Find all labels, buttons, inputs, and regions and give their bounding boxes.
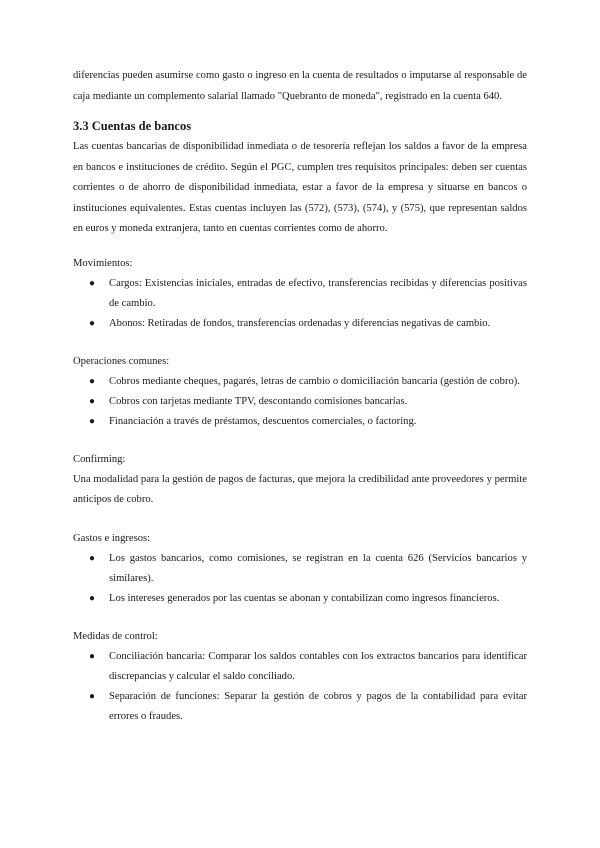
bullet-icon: ●	[89, 552, 96, 564]
gastos-label: Gastos e ingresos:	[73, 532, 151, 544]
movimientos-list	[73, 274, 527, 334]
confirming-label: Confirming:	[73, 453, 126, 465]
movimientos-label: Movimientos:	[73, 257, 133, 269]
bullet-icon: ●	[89, 317, 96, 329]
list-item-text: Conciliación bancaria: Comparar los saldos contables con los extractos bancarios para identificar discrepancias y calcular el saldo conciliado.	[109, 650, 527, 682]
list-item-text: Los intereses generados por las cuentas se abonan y contabilizan como ingresos financieros.	[109, 592, 500, 604]
list-item-text: Cobros con tarjetas mediante TPV, descontando comisiones bancarias.	[109, 395, 408, 407]
section-description: Las cuentas bancarias de disponibilidad inmediata o de tesorería reflejan los saldos a favor de la empresa en bancos e instituciones de crédito. Según el PGC, cumplen tres requisitos principales: deben ser cuentas corrientes o de ahorro de disponibilidad inmediata, estar a favor de la empresa y situarse en bancos o instituciones equivalentes. Estas cuentas incluyen las (572), (573), (574), y (575), que representan saldos en euros y moneda extranjera, tanto en cuentas corrientes como de ahorro.	[73, 141, 527, 234]
bullet-icon: ●	[89, 375, 96, 387]
intro-paragraph: diferencias pueden asumirse como gasto o ingreso en la cuenta de resultados o imputarse al responsable de caja mediante un complemento salarial llamado "Quebranto de moneda", registrado en la cuenta 640.	[73, 70, 527, 102]
list-item	[73, 274, 527, 314]
bullet-icon: ●	[89, 592, 96, 604]
section-heading: 3.3 Cuentas de bancos	[73, 119, 192, 133]
list-item	[73, 589, 527, 609]
list-item	[73, 314, 527, 334]
bullet-icon: ●	[89, 690, 96, 702]
list-item-text: Cargos: Existencias iniciales, entradas de efectivo, transferencias recibidas y diferencias positivas de cambio.	[109, 277, 527, 309]
list-item-text: Financiación a través de préstamos, descuentos comerciales, o factoring.	[109, 415, 417, 427]
bullet-icon: ●	[89, 395, 96, 407]
list-item	[73, 412, 527, 432]
list-item	[73, 647, 527, 687]
gastos-list	[73, 549, 527, 609]
list-item	[73, 687, 527, 727]
list-item-text: Los gastos bancarios, como comisiones, se registran en la cuenta 626 (Servicios bancarios y similares).	[109, 552, 527, 584]
list-item-text: Cobros mediante cheques, pagarés, letras de cambio o domiciliación bancaria (gestión de cobro).	[109, 375, 520, 387]
medidas-list	[73, 647, 527, 727]
operaciones-list	[73, 372, 527, 432]
bullet-icon: ●	[89, 415, 96, 427]
list-item	[73, 549, 527, 589]
operaciones-label: Operaciones comunes:	[73, 355, 170, 367]
bullet-icon: ●	[89, 650, 96, 662]
bullet-icon: ●	[89, 277, 96, 289]
list-item-text: Separación de funciones: Separar la gestión de cobros y pagos de la contabilidad para evitar errores o fraudes.	[109, 690, 527, 722]
list-item	[73, 392, 527, 412]
list-item-text: Abonos: Retiradas de fondos, transferencias ordenadas y diferencias negativas de cambio.	[109, 317, 491, 329]
confirming-text: Una modalidad para la gestión de pagos de facturas, que mejora la credibilidad ante proveedores y permite anticipos de cobro.	[73, 473, 527, 505]
medidas-label: Medidas de control:	[73, 630, 158, 642]
list-item	[73, 372, 527, 392]
